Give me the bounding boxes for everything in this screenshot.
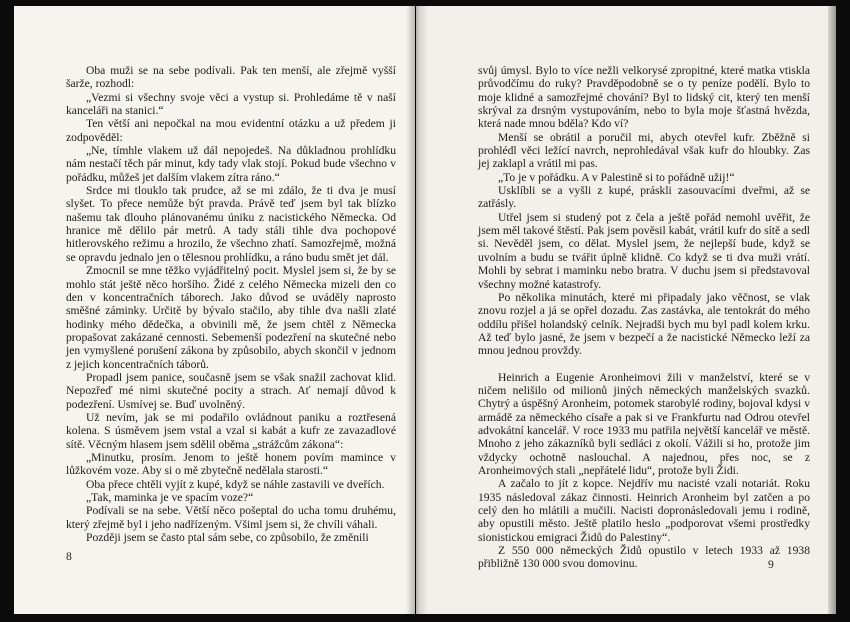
paragraph: Později jsem se často ptal sám sebe, co způsobilo, že změnili [86, 531, 369, 545]
page-text-right [478, 64, 810, 571]
paragraph: Zmocnil se mne těžko vyjádřitelný pocit. Myslel jsem si, že by se mohlo stát ještě něco horšího. Židé z celého Německa mizeli den co den v koncentračních táborech. Jako důvod se uváděly naprosto směšné záminky. Určitě by bývalo stačilo, aby tihle dva našli zlaté hodinky mého dědečka, a obvinili mě, že jsem chtěl z Německa propašovat zakázané cennosti. Sebemenší podezření na skutečné nebo jen vymyšlené porušení zákona by způsobilo, abych skončil v jednom z jejich koncentračních táborů. [66, 264, 396, 371]
book-page-left [14, 6, 415, 614]
paragraph: Po několika minutách, které mi připadaly jako věčnost, se vlak znovu rozjel a já se opřel dozadu. Zas zastávka, ale tentokrát do mého oddílu přišel holandský celník. Nejradši bych mu byl padl kolem krku. Až teď bylo jasné, že jsem v bezpečí a že nacistické Německo leží za mnou jednou provždy. [478, 290, 810, 358]
paragraph: „Ne, tímhle vlakem už dál nepojedeš. Na důkladnou prohlídku nám nestačí těch pár minut, kdy tady vlak stojí. Pokud bude všechno v pořádku, můžeš jet dalším vlakem zítra ráno.“ [66, 144, 396, 184]
paragraph: Utřel jsem si studený pot z čela a ještě pořád nemohl uvěřit, že jsem měl takové štěstí. Pak jsem pověsil kabát, vrátil kufr do sítě a sedl si. Nevěděl jsem, co dělat. Myslel jsem, že nejlepší bude, když se uvolním a budu se tvářit úplně klidně. Co když se ti dva muži vrátí. Mohli by sebrat i maminku nebo bratra. V duchu jsem si představoval všechny možné katastrofy. [478, 210, 810, 291]
paragraph: Heinrich a Eugenie Aronheimovi žili v manželství, které se v ničem nelišilo od milionů jiných německých manželských svazků. Chytrý a úspěšný Aronheim, potomek starobylé rodiny, bojoval kdysi v armádě za německého císaře a pak si ve Frankfurtu nad Odrou otevřel advokátní kancelář. V roce 1933 mu patřila největší kancelář ve městě. Mnoho z jeho zákazníků byli sedláci z okolí. Vážili si ho, protože jim vždycky ochotně naslouchal. A najednou, přes noc, se z Aronheimových stali „nepřátelé lidu“, protože byli Židi. [478, 370, 810, 477]
book-page-right [416, 6, 832, 614]
paragraph: Menší se obrátil a poručil mi, abych otevřel kufr. Zběžně si prohlédl věci ležící navrch, neprohledával však kufr do hloubky. Zas jej zaklapl a vrátil mi pas. [478, 130, 810, 171]
page-number-left: 8 [66, 550, 72, 563]
paragraph: Usklíbli se a vyšli z kupé, práskli zasouvacími dveřmi, až se zatřásly. [478, 184, 810, 211]
paragraph: Propadl jsem panice, současně jsem se však snažil zachovat klid. Nepozřeď mé nimi skutečné pocity a strach. Ať nemají důvod k podezření. Usmívej se. Buď uvolněný. [66, 370, 396, 411]
page-text-left [66, 64, 396, 544]
paragraph: Ten větší ani nepočkal na mou evidentní otázku a už předem ji zodpověděl: [66, 117, 396, 144]
paragraph: Oba přece chtěli vyjít z kupé, když se náhle zastavili ve dveřích. [86, 477, 385, 491]
paragraph: „Minutku, prosím. Jenom to ještě honem povím mamince v lůžkovém voze. Aby si o mě zbytečně nedělala starosti.“ [66, 450, 396, 478]
paragraph: A začalo to jít z kopce. Nejdřív mu nacisté vzali notariát. Roku 1935 následoval zákaz činnosti. Heinrich Aronheim byl zatčen a po celý den ho mlátili a mučili. Nacisti dopronásledovali jemu i rodině, aby opustili město. Ještě platilo heslo „podporovat všemi prostředky sionistickou emigraci Židů do Palestiny“. [478, 477, 810, 544]
paragraph: „Vezmi si všechny svoje věci a vystup si. Prohledáme tě v naší kanceláři na stanici.“ [66, 90, 396, 118]
paragraph: Oba muži se na sebe podívali. Pak ten menší, ale zřejmě vyšší šarže, rozhodl: [66, 64, 396, 91]
paragraph: Podívali se na sebe. Větší něco pošeptal do ucha tomu druhému, který zřejmě byl i jeho nadřízeným. Všiml jsem si, že chvíli váhali. [66, 504, 396, 531]
paragraph: svůj úmysl. Bylo to více nežli velkorysé zpropitné, které matka vtiskla průvodčímu do ruky? Pravděpodobně se o ty peníze podělí. Bylo to moje klidné a samozřejmé chování? Byl to lidský cit, který ten menší skrýval za drsným vystupováním, nebo to byla moje šťastná hvězda, která nade mnou bděla? Kdo ví? [478, 64, 810, 131]
paragraph: Srdce mi tlouklo tak prudce, až se mi zdálo, že ti dva je musí slyšet. To přece nemůže být pravda. Právě teď jsem byl tak blízko našemu tak dlouho plánovanému úniku z nacistického Německa. Od hranice mě dělilo pár metrů. A tady stáli tihle dva pochopové hitlerovského režimu a hrozilo, že všechno zhatí. Samozřejmě, možná se opravdu jednalo jen o tělesnou prohlídku, a ráno budu smět jet dál. [66, 184, 396, 264]
page-number-right: 9 [768, 558, 774, 571]
paragraph: Z 550 000 německých Židů opustilo v letech 1933 až 1938 přibližně 130 000 svou domovinu. [478, 544, 810, 571]
paragraph: Už nevím, jak se mi podařilo ovládnout paniku a roztřesená kolena. S úsměvem jsem vstal a vzal si kabát a kufr ze zavazadlové sítě. Věcným hlasem jsem sdělil oběma „strážcům zákona“: [66, 410, 396, 451]
paragraph: „Tak, maminka je ve spacím voze?“ [86, 491, 254, 504]
paragraph: „To je v pořádku. A v Palestině si to pořádně užij!“ [498, 170, 735, 184]
page-edge [828, 6, 836, 614]
